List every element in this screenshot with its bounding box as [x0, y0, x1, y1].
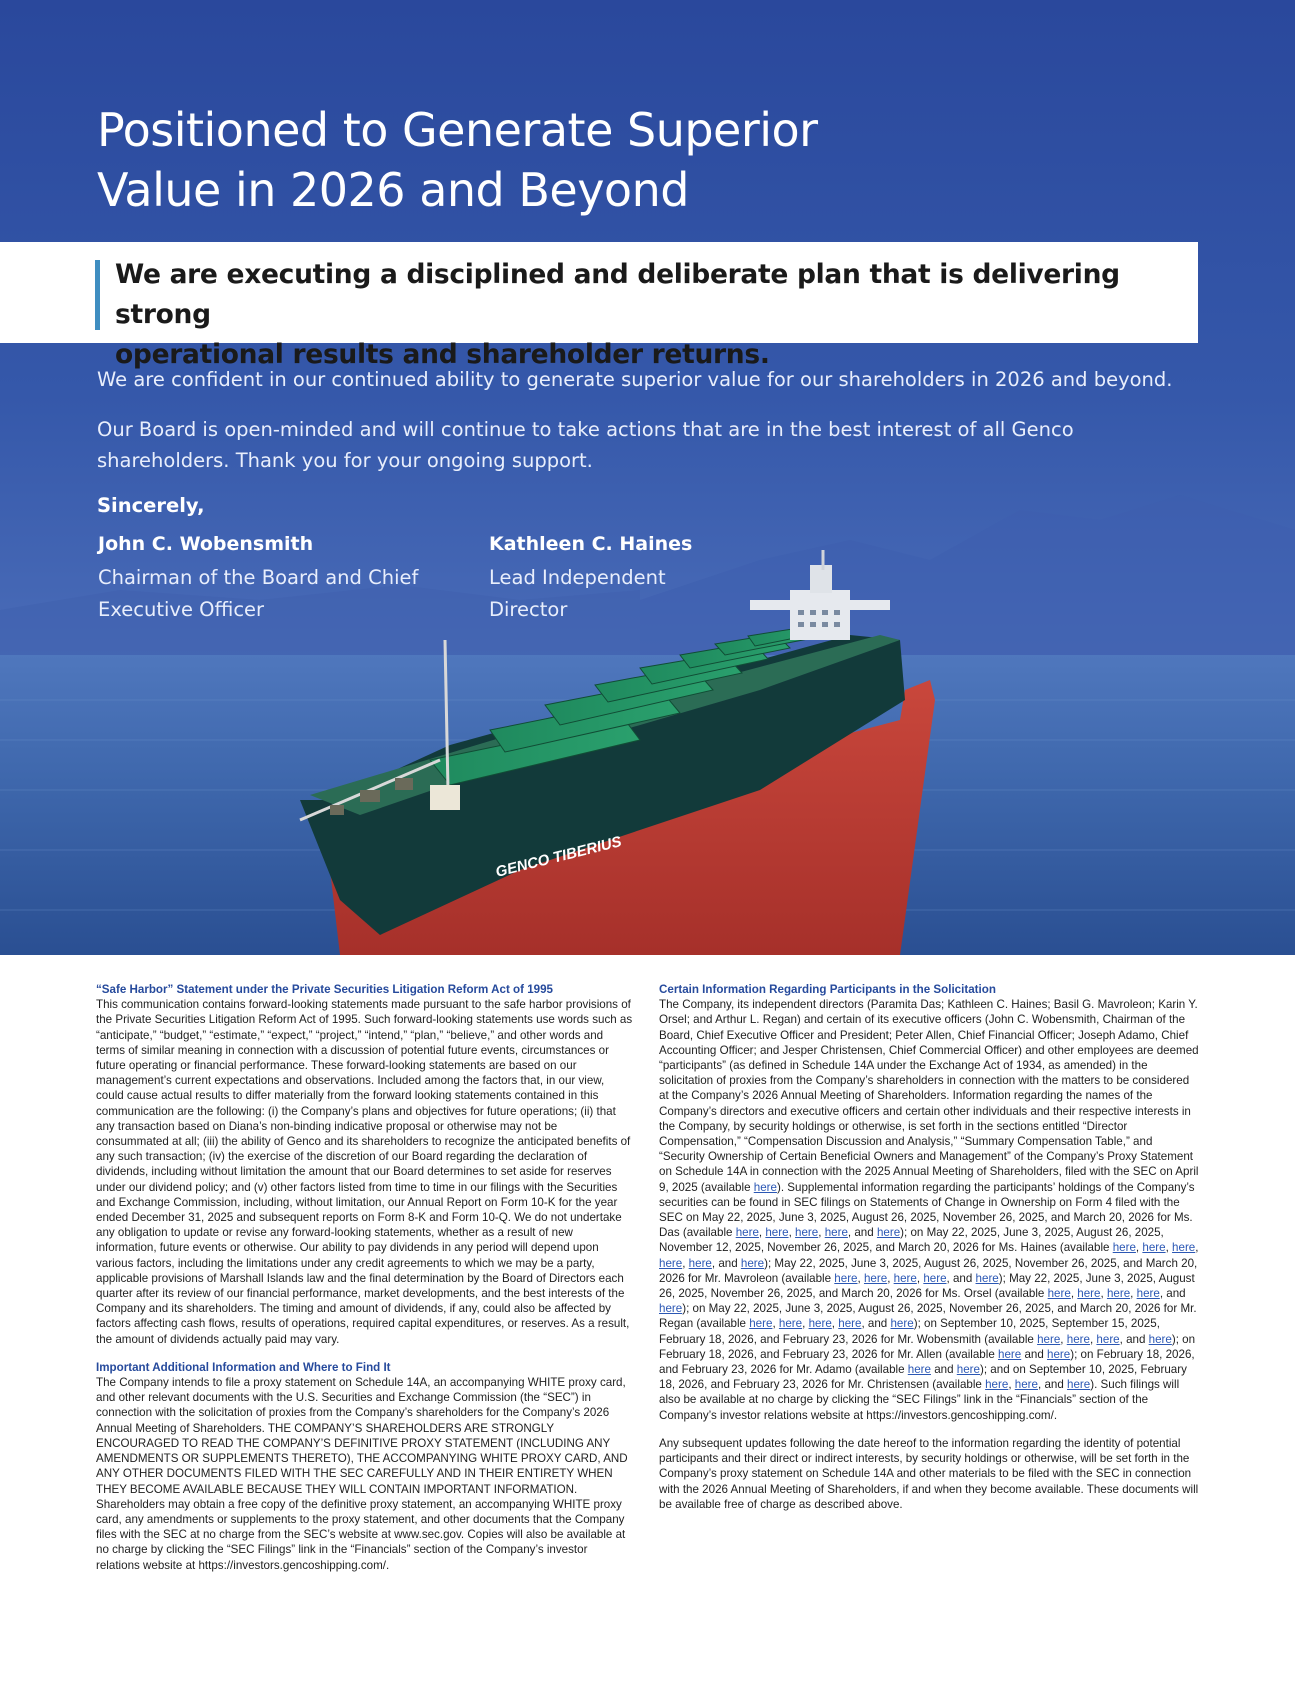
signatory-name-wobensmith: John C. Wobensmith — [98, 533, 314, 555]
additional-info-heading: Important Additional Information and Where to Find It — [96, 1360, 391, 1374]
here-link[interactable]: here — [1112, 1241, 1136, 1255]
here-link[interactable]: here — [795, 1226, 819, 1240]
here-link[interactable]: here — [923, 1271, 947, 1285]
callout-accent-bar — [95, 260, 100, 330]
here-link[interactable]: here — [824, 1226, 848, 1240]
here-link[interactable]: here — [890, 1317, 914, 1331]
participants-text-segment: , — [772, 1317, 779, 1331]
participants-text-segment: , — [1089, 1332, 1097, 1346]
participants-text-segment: , and — [711, 1256, 741, 1270]
page-title — [97, 100, 997, 220]
participants-text-segment: , — [1130, 1287, 1137, 1301]
participants-text-segment: , — [831, 1317, 839, 1331]
participants-text-segment: ); and on September 10, 2025, February 18, 2026, and February 23, 2026 for Mr. Christensen (available — [659, 1363, 1187, 1392]
signatory-title-wobensmith — [98, 562, 458, 626]
participants-text-segment: , and — [1119, 1332, 1149, 1346]
participants-text-segment: ); May 22, 2025, June 3, 2025, August 26, 2025, November 26, 2025, and March 20, 2026 for Mr. Mavroleon (available — [659, 1256, 1198, 1285]
here-link[interactable]: here — [1047, 1347, 1071, 1361]
here-link[interactable]: here — [876, 1226, 901, 1240]
participants-text-segment: , — [916, 1271, 924, 1285]
here-link[interactable]: here — [765, 1226, 789, 1240]
participants-section — [659, 982, 1199, 1423]
here-link[interactable]: here — [1172, 1241, 1196, 1255]
here-link[interactable]: here — [1136, 1287, 1160, 1301]
participants-text-segment: , — [682, 1256, 689, 1270]
here-link[interactable]: here — [838, 1317, 862, 1331]
participants-text-segment: , — [1135, 1241, 1143, 1255]
signatory-title-line: Lead Independent — [489, 566, 666, 589]
here-link[interactable]: here — [1106, 1287, 1131, 1301]
callout-text — [115, 255, 1175, 375]
here-link[interactable]: here — [1148, 1332, 1172, 1346]
participants-heading: Certain Information Regarding Participants in the Solicitation — [659, 983, 996, 996]
participants-text-segment: , — [802, 1317, 809, 1331]
here-link[interactable]: here — [778, 1317, 803, 1331]
participants-text-segment: , — [1060, 1332, 1067, 1346]
safe-harbor-body: This communication contains forward-looking statements made pursuant to the safe harbor provisions of the Private Securities Litigation Reform Act of 1995. Such forward-looking statements use words such as “anticipate,” “budget,” “estimate,” “expect,” “project,” “intend,” “plan,” “believe,” and other words and terms of similar meaning in connection with a discussion of potential future events, circumstances or future operating or financial performance. These forward-looking statements are based on our management’s current expectations and observations. Included among the factors that, in our view, could cause actual results to differ materially from the forward looking statements contained in this communication are the following: (i) the Company’s plans and objectives for future operations; (ii) that any transaction based on Diana’s non-binding indicative proposal or otherwise may not be consummated at all; (iii) the ability of Genco and its shareholders to recognize the anticipated benefits of any such transaction; (iv) the exercise of the discretion of our Board regarding the declaration of dividends, including without limitation the amount that our Board determines to set aside for reserves under our dividend policy; and (v) other factors listed from time to time in our filings with the Securities and Exchange Commission, including, without limitation, our Annual Report on Form 10-K for the year ended December 31, 2025 and subsequent reports on Form 8-K and Form 10-Q. We do not undertake any obligation to update or revise any forward-looking statements, whether as a result of new information, future events or otherwise. Our ability to pay dividends in any period will depend upon various factors, including the limitations under any credit agreements to which we may be a party, applicable provisions of Marshall Islands law and the final determination by the Board of Directors each quarter after its review of our financial performance, market developments, and the best interests of the Company and its shareholders. The timing and amount of dividends, if any, could also be affected by factors affecting cash flows, results of operations, required capital expenditures, or reserves. As a result, the amount of dividends actually paid may vary. — [96, 998, 633, 1346]
here-link[interactable]: here — [1096, 1332, 1120, 1346]
title-line-1: Positioned to Generate Superior — [97, 103, 818, 157]
participants-text-segment: ); May 22, 2025, June 3, 2025, August 26, 2025, November 26, 2025, and March 20, 2026 for Ms. Orsel (available — [659, 1271, 1195, 1301]
here-link[interactable]: here — [863, 1271, 888, 1285]
here-link[interactable]: here — [659, 1256, 683, 1270]
here-link[interactable]: here — [659, 1302, 683, 1316]
sign-off: Sincerely, — [97, 494, 205, 517]
participants-text-segment: , — [887, 1271, 894, 1285]
here-link[interactable]: here — [956, 1363, 980, 1377]
board-paragraph-line-2: shareholders. Thank you for your ongoing support. — [97, 449, 593, 472]
fine-print-left-column — [96, 982, 633, 1573]
participants-text-segment: ). Such filings will also be available at no charge by clicking the “SEC Filings” link in the “Financials” section of the Company’s investor relations website at https://investors.gencoshipping.com/. — [659, 1378, 1180, 1422]
signatory-title-line: Chairman of the Board and Chief — [98, 566, 419, 589]
participants-text-segment: ). Supplemental information regarding the participants’ holdings of the Company’s securities can be found in SEC filings on Statements of Change in Ownership on Form 4 filed with the SEC on May 22, 2025, June 3, 2025, August 26, 2025, November 26, 2025, and March 20, 2026 for Ms. Das (available — [659, 1180, 1195, 1240]
here-link[interactable]: here — [998, 1347, 1022, 1361]
board-paragraph — [97, 414, 1147, 476]
here-link[interactable]: here — [753, 1180, 777, 1194]
here-link[interactable]: here — [808, 1317, 832, 1331]
participants-text-segment: , — [758, 1226, 766, 1240]
callout-box — [0, 242, 1198, 370]
participants-text-segment: , and — [1038, 1378, 1068, 1392]
here-link[interactable]: here — [735, 1226, 759, 1240]
here-link[interactable]: here — [893, 1271, 917, 1285]
participants-text-segment: , — [1008, 1378, 1015, 1392]
additional-info-body: The Company intends to file a proxy statement on Schedule 14A, an accompanying WHITE proxy card, and other relevant documents with the U.S. Securities and Exchange Commission (the “SEC”) in connection with the solicitation of proxies from the Company’s shareholders for the Company’s 2026 Annual Meeting of Shareholders. THE COMPANY’S SHAREHOLDERS ARE STRONGLY ENCOURAGED TO READ THE COMPANY’S DEFINITIVE PROXY STATEMENT (INCLUDING ANY AMENDMENTS OR SUPPLEMENTS THERETO), THE ACCOMPANYING WHITE PROXY CARD, AND ANY OTHER DOCUMENTS FILED WITH THE SEC CAREFULLY AND IN THEIR ENTIRETY WHEN THEY BECOME AVAILABLE BECAUSE THEY WILL CONTAIN IMPORTANT INFORMATION. Shareholders may obtain a free copy of the definitive proxy statement, an accompanying WHITE proxy card, any amendments or supplements to the proxy statement, and other documents that the Company files with the SEC at no charge from the SEC’s website at www.sec.gov. Copies will also be available at no charge by clicking the “SEC Filings” link in the “Financials” section of the Company’s investor relations website at https://investors.gencoshipping.com/. — [96, 1376, 628, 1572]
participants-text-segment: , and — [946, 1271, 976, 1285]
participants-text-segment: , — [1195, 1241, 1199, 1255]
here-link[interactable]: here — [1014, 1378, 1038, 1392]
participants-text-segment: ); on February 18, 2026, and February 23, 2026 for Mr. Allen (available — [659, 1332, 1196, 1361]
here-link[interactable]: here — [1037, 1332, 1061, 1346]
title-line-2: Value in 2026 and Beyond — [97, 163, 689, 217]
participants-text-segment: , — [818, 1226, 825, 1240]
participants-text-segment: ); on February 18, 2026, and February 23, 2026 for Mr. Adamo (available — [659, 1347, 1195, 1377]
participants-text-segment: ); on May 22, 2025, June 3, 2025, August 26, 2025, November 26, 2025, and March 20, 2026 for Mr. Regan (available — [659, 1302, 1197, 1331]
participants-body — [659, 997, 1199, 1423]
here-link[interactable]: here — [688, 1256, 712, 1270]
here-link[interactable]: here — [1047, 1287, 1071, 1301]
safe-harbor-heading: “Safe Harbor” Statement under the Private Securities Litigation Reform Act of 1995 — [96, 983, 553, 996]
participants-text-segment: ); on May 22, 2025, June 3, 2025, August 26, 2025, November 12, 2025, November 26, 2025, and March 20, 2026 for Ms. Haines (available — [659, 1226, 1164, 1255]
here-link[interactable]: here — [1067, 1378, 1091, 1392]
participants-text-segment: and — [1021, 1347, 1048, 1361]
callout-line-1: We are executing a disciplined and deliberate plan that is delivering strong — [115, 259, 1120, 330]
safe-harbor-section — [96, 982, 633, 1347]
participants-text-segment: The Company, its independent directors (Paramita Das; Kathleen C. Haines; Basil G. Mavroleon; Karin Y. Orsel; and Arthur L. Regan) and certain of its executive officers (John C. Wobensmith, Chairman of the Board, Chief Executive Officer and President; Peter Allen, Chief Financial Officer; Joseph Adamo, Chief Accounting Officer; and Jesper Christensen, Chief Commercial Officer) and other employees are deemed “participants” (as defined in Schedule 14A under the Exchange Act of 1934, as amended) in the solicitation of proxies from the Company’s shareholders in connection with the matters to be considered at the Company’s 2026 Annual Meeting of Shareholders. Information regarding the names of the Company’s directors and executive officers and certain other individuals and their respective interests in the Company, by security holdings or otherwise, is set forth in the sections entitled “Director Compensation,” “Compensation Discussion and Analysis,” “Summary Compensation Table,” and “Security Ownership of Certain Beneficial Owners and Management” of the Company’s Proxy Statement on Schedule 14A in connection with the 2025 Annual Meeting of Shareholders, filed with the SEC on April 9, 2025 (available — [659, 998, 1199, 1194]
participants-text-segment: , — [1165, 1241, 1173, 1255]
signatory-name-haines: Kathleen C. Haines — [489, 533, 693, 555]
board-paragraph-line-1: Our Board is open-minded and will continue to take actions that are in the best interest of all Genco — [97, 418, 1074, 441]
here-link[interactable]: here — [1066, 1332, 1090, 1346]
participants-text-segment: , and — [1159, 1287, 1186, 1301]
here-link[interactable]: here — [975, 1271, 999, 1285]
signatory-title-haines — [489, 562, 789, 626]
confidence-paragraph: We are confident in our continued ability to generate superior value for our shareholders in 2026 and beyond. — [97, 368, 1173, 391]
callout-line-2: operational results and shareholder returns. — [115, 339, 770, 370]
here-link[interactable]: here — [834, 1271, 858, 1285]
participants-updates-body: Any subsequent updates following the date hereof to the information regarding the identity of potential participants and their direct or indirect interests, by security holdings or otherwise, will be set forth in the Company’s proxy statement on Schedule 14A and other materials to be filed with the SEC in connection with the 2026 Annual Meeting of Shareholders, if and when they become available. These documents will be available free of charge as described above. — [659, 1436, 1199, 1511]
participants-text-segment: , and — [847, 1226, 877, 1240]
participants-text-segment: , — [788, 1226, 796, 1240]
here-link[interactable]: here — [985, 1378, 1009, 1392]
here-link[interactable]: here — [1142, 1241, 1166, 1255]
here-link[interactable]: here — [907, 1363, 931, 1377]
here-link[interactable]: here — [740, 1256, 765, 1270]
section-spacer — [659, 1423, 1199, 1436]
signatory-title-line: Executive Officer — [98, 598, 265, 621]
participants-text-segment: , — [1070, 1287, 1078, 1301]
participants-text-segment: , — [1100, 1287, 1107, 1301]
fine-print-right-column — [659, 982, 1199, 1512]
here-link[interactable]: here — [1077, 1287, 1101, 1301]
additional-info-section — [96, 1360, 633, 1573]
ship-name-text: GENCO TIBERIUS — [493, 833, 624, 881]
section-spacer — [96, 1347, 633, 1360]
participants-text-segment: , and — [861, 1317, 891, 1331]
here-link[interactable]: here — [749, 1317, 773, 1331]
participants-text-segment: , — [857, 1271, 864, 1285]
participants-text-segment: ); on September 10, 2025, September 15, 2025, February 18, 2026, and February 23, 2026 for Mr. Wobensmith (available — [659, 1317, 1160, 1346]
participants-text-segment: and — [930, 1363, 957, 1377]
signatory-title-line: Director — [489, 598, 568, 621]
